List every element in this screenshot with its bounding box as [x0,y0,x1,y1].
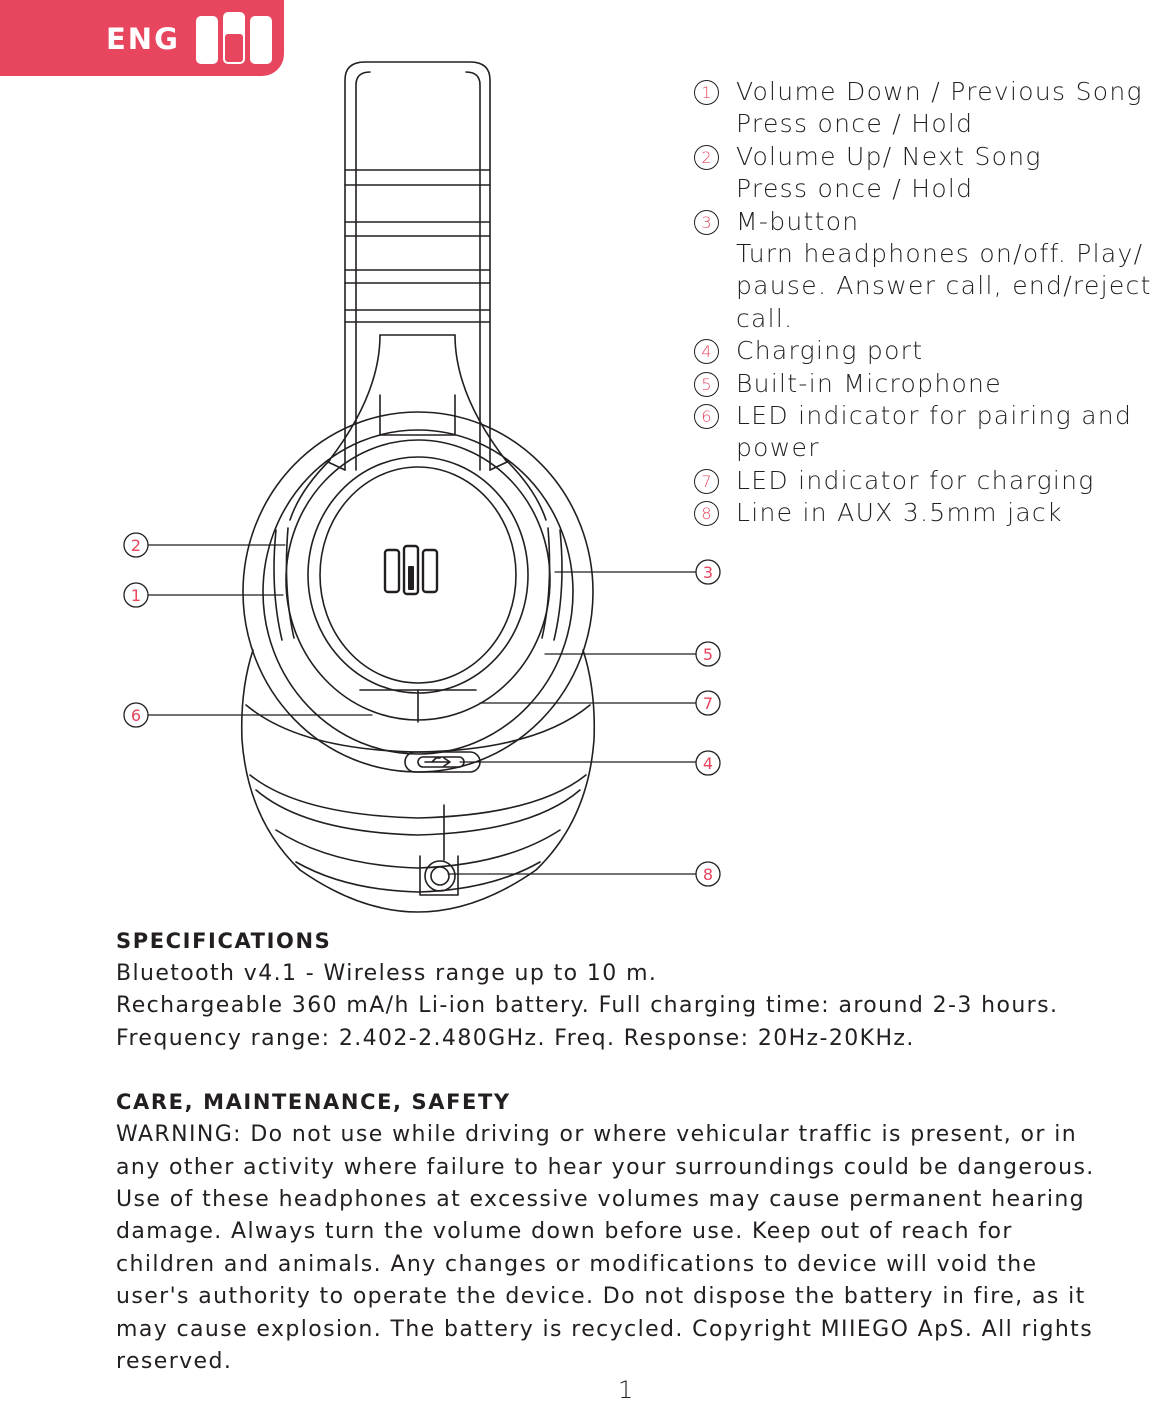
legend-number-2: 2 [694,145,719,170]
care-line-3: Use of these headphones at excessive volumes may cause permanent hearing [116,1187,1086,1213]
care-line-2: any other activity where failure to hear your surroundings could be dangerous. [116,1154,1095,1180]
callout-6 [124,703,148,727]
care-line-7: may cause explosion. The battery is recycled. Copyright MIIEGO ApS. All rights [116,1316,1094,1342]
legend-title-1: Volume Down / Previous Song [736,77,1143,106]
page-number: 1 [618,1376,634,1404]
legend-title-7: LED indicator for charging [736,465,1095,495]
legend-detail-3a: Turn headphones on/off. Play/ [736,239,1144,269]
legend-title-5: Built-in Microphone [736,368,1002,398]
headband [345,62,490,470]
legend-number-3: 3 [694,210,719,235]
care-section [116,1085,1156,1378]
specifications-heading: SPECIFICATIONS [116,929,332,953]
callout-6-label: 6 [130,706,142,725]
legend-number-5: 5 [694,372,719,397]
care-line-1: WARNING: Do not use while driving or where vehicular traffic is present, or in [116,1122,1078,1148]
legend-title-6: LED indicator for pairing and [736,401,1133,431]
care-heading: CARE, MAINTENANCE, SAFETY [116,1090,511,1115]
legend-number-1: 1 [694,80,719,105]
legend-detail-3c: call. [736,303,794,333]
spec-line-3: Frequency range: 2.402-2.480GHz. Freq. Response: 20Hz-20KHz. [116,1025,915,1051]
callout-5-label: 5 [702,645,714,664]
care-line-5: children and animals. Any changes or modifications to device will void the [116,1251,1038,1277]
callout-2 [124,533,148,557]
text-section [116,924,1156,1378]
callout-1-label: 1 [130,586,142,605]
legend-title-3: M-button [736,206,860,236]
legend-detail-6: power [736,433,820,463]
callout-4-label: 4 [702,754,714,773]
legend-number-8: 8 [694,501,719,526]
language-label: ENG [106,22,180,56]
legend-number-6: 6 [694,404,719,429]
callout-3 [696,560,720,584]
legend-number-4: 4 [694,339,719,364]
care-line-4: damage. Always turn the volume down before use. Keep out of reach for [116,1219,1013,1245]
spec-line-2: Rechargeable 360 mA/h Li-ion battery. Full charging time: around 2-3 hours. [116,993,1059,1019]
callout-2-label: 2 [130,536,142,555]
legend-detail-3b: pause. Answer call, end/reject [736,271,1152,301]
callout-8 [696,862,720,886]
legend-number-7: 7 [694,469,719,494]
legend-title-8: Line in AUX 3.5mm jack [736,498,1063,528]
callout-7-label: 7 [702,694,714,713]
legend-detail-1: Press once / Hold [736,109,974,139]
callout-1 [124,583,148,607]
care-line-6: user's authority to operate the device. Do not dispose the battery in fire, as it [116,1284,1086,1310]
callout-8-label: 8 [702,865,714,884]
legend-detail-2: Press once / Hold [736,174,974,204]
callout-5 [696,642,720,666]
center-logo-icon [385,546,437,594]
care-line-8: reserved. [116,1349,233,1375]
callout-lines [148,545,696,874]
spec-line-1: Bluetooth v4.1 - Wireless range up to 10 m. [116,961,658,986]
callout-7 [696,691,720,715]
legend-title-2: Volume Up/ Next Song [736,141,1042,171]
legend-title-4: Charging port [736,336,924,366]
callout-3-label: 3 [702,563,714,582]
callout-4 [696,751,720,775]
